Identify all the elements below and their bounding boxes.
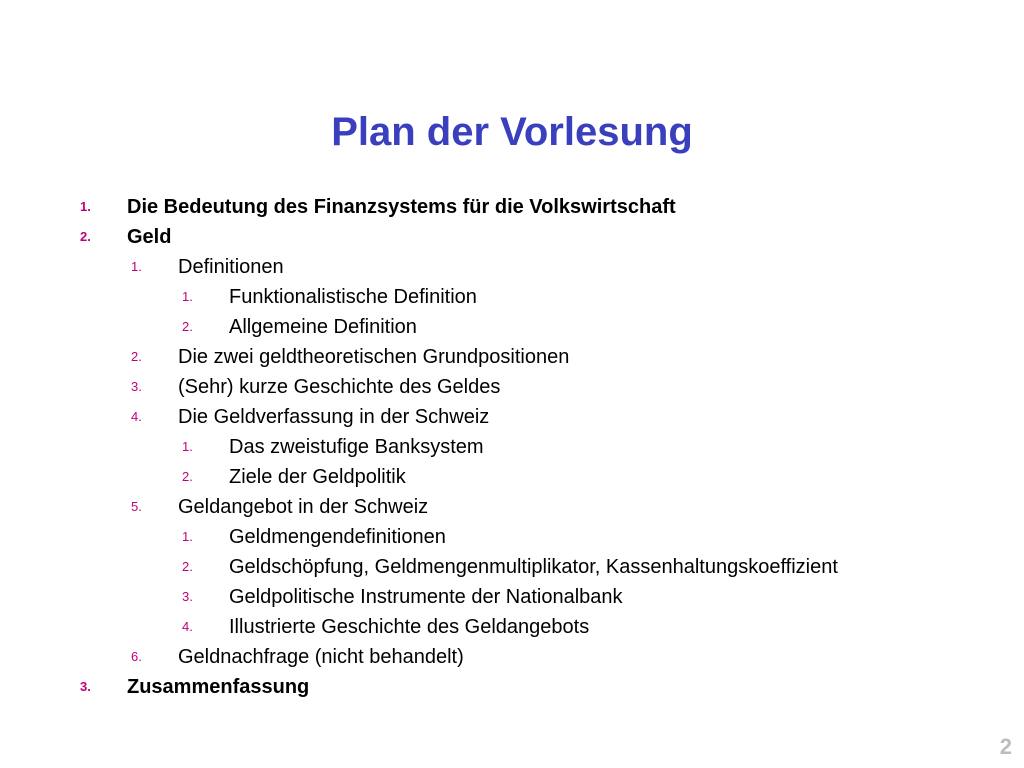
- outline-item-number: 2.: [131, 349, 142, 364]
- outline-item-text: Funktionalistische Definition: [229, 286, 477, 308]
- outline-item-number: 5.: [131, 499, 142, 514]
- outline-item-text: Illustrierte Geschichte des Geldangebots: [229, 616, 590, 638]
- outline-item-number: 3.: [131, 379, 142, 394]
- slide-title: Plan der Vorlesung: [331, 110, 693, 154]
- outline-item-number: 2.: [182, 559, 193, 574]
- page-number: 2: [999, 734, 1012, 759]
- outline-list: [0, 192, 1024, 712]
- outline-item-text: Zusammenfassung: [127, 676, 310, 698]
- outline-item-number: 2.: [182, 469, 193, 484]
- outline-item-text: Geldmengendefinitionen: [229, 526, 446, 548]
- outline-item-text: (Sehr) kurze Geschichte des Geldes: [178, 376, 501, 398]
- outline-item-number: 4.: [182, 619, 193, 634]
- outline-item-text: Geldnachfrage (nicht behandelt): [178, 646, 464, 668]
- outline-item-text: Das zweistufige Banksystem: [229, 436, 484, 458]
- outline-item-text: Geldpolitische Instrumente der Nationalbank: [229, 586, 623, 608]
- outline-item-number: 1.: [182, 289, 193, 304]
- outline-item-number: 1.: [80, 199, 91, 214]
- outline-item-number: 1.: [182, 529, 193, 544]
- outline-item-number: 2.: [182, 319, 193, 334]
- outline-item-text: Die zwei geldtheoretischen Grundpositionen: [178, 346, 570, 368]
- outline-item-text: Die Bedeutung des Finanzsystems für die Volkswirtschaft: [127, 196, 676, 218]
- outline-item-text: Die Geldverfassung in der Schweiz: [178, 406, 490, 428]
- outline-item-number: 6.: [131, 649, 142, 664]
- outline-item-text: Geldschöpfung, Geldmengenmultiplikator, Kassenhaltungskoeffizient: [229, 556, 838, 578]
- outline-item-text: Allgemeine Definition: [229, 316, 417, 338]
- outline-item-number: 1.: [131, 259, 142, 274]
- outline-item-text: Geld: [127, 226, 172, 248]
- outline-item-text: Geldangebot in der Schweiz: [178, 496, 429, 518]
- outline-item-number: 2.: [80, 229, 91, 244]
- outline-item-number: 3.: [182, 589, 193, 604]
- outline-item-number: 4.: [131, 409, 142, 424]
- outline-item-text: Ziele der Geldpolitik: [229, 466, 406, 488]
- outline-item-number: 3.: [80, 679, 91, 694]
- outline-item-number: 1.: [182, 439, 193, 454]
- outline-item-text: Definitionen: [178, 256, 284, 278]
